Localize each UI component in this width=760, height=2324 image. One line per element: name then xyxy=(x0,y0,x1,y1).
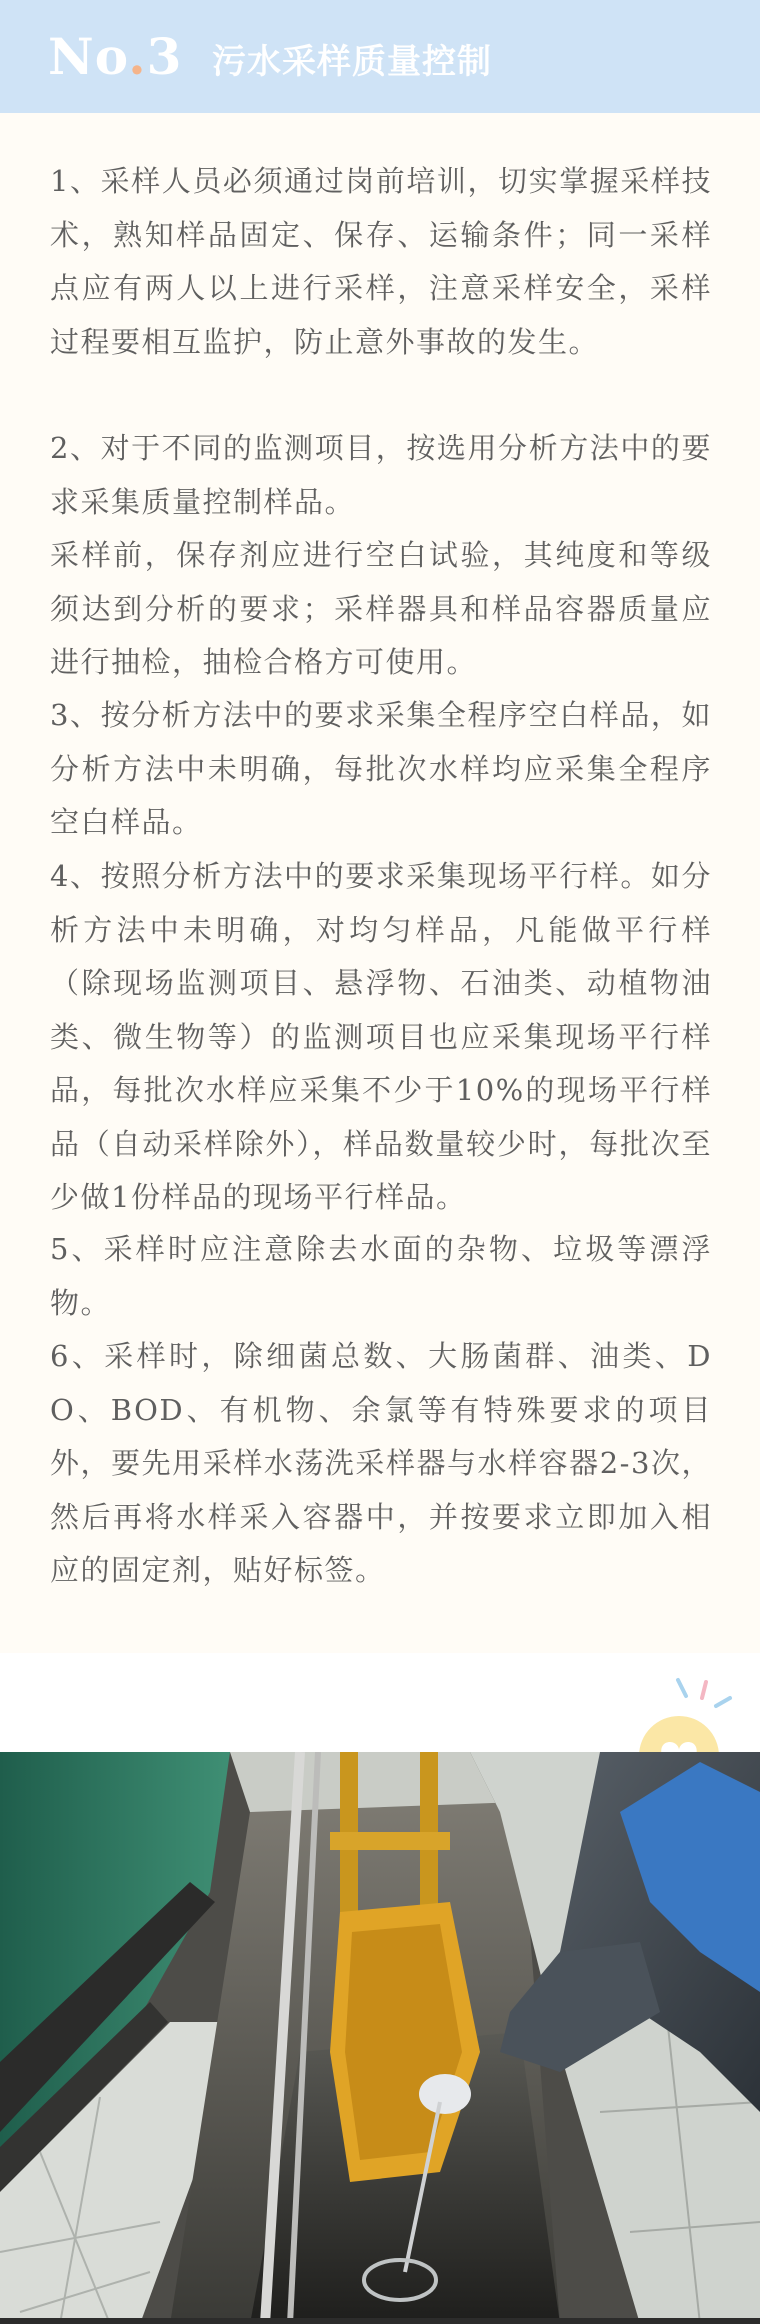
paragraph-2: 2、对于不同的监测项目，按选用分析方法中的要求采集质量控制样品。 xyxy=(50,431,712,519)
section-number-prefix: No xyxy=(48,27,129,86)
paragraph-3: 采样前，保存剂应进行空白试验，其纯度和等级须达到分析的要求；采样器具和样品容器质量应进行抽检，抽检合格方可使用。 xyxy=(50,538,712,679)
section-number-value: 3 xyxy=(146,27,183,86)
section-number-dot: . xyxy=(128,27,147,86)
paragraph-1: 1、采样人员必须通过岗前培训，切实掌握采样技术，熟知样品固定、保存、运输条件；同一采样点应有两人以上进行采样，注意采样安全，采样过程要相互监护，防止意外事故的发生。 xyxy=(50,164,712,359)
content-area xyxy=(0,113,760,1653)
sampling-photo xyxy=(0,1752,760,2324)
paragraph-4: 3、按分析方法中的要求采集全程序空白样品，如分析方法中未明确，每批次水样均应采集全程序空白样品。 xyxy=(50,698,712,839)
section-header xyxy=(0,0,760,113)
section-number xyxy=(48,22,182,92)
paragraph-7: 6、采样时，除细菌总数、大肠菌群、油类、DO、BOD、有机物、余氯等有特殊要求的项目外，要先用采样水荡洗采样器与水样容器2-3次，然后再将水样采入容器中，并按要求立即加入相应的固定剂，贴好标签。 xyxy=(50,1339,712,1587)
paragraph-6: 5、采样时应注意除去水面的杂物、垃圾等漂浮物。 xyxy=(50,1232,712,1320)
paragraph-5: 4、按照分析方法中的要求采集现场平行样。如分析方法中未明确，对均匀样品，凡能做平行样（除现场监测项目、悬浮物、石油类、动植物油类、微生物等）的监测项目也应采集现场平行样品，每批次水样应采集不少于10%的现场平行样品（自动采样除外），样品数量较少时，每批次至少做1份样品的现场平行样品。 xyxy=(50,859,712,1214)
section-title: 污水采样质量控制 xyxy=(212,42,492,82)
